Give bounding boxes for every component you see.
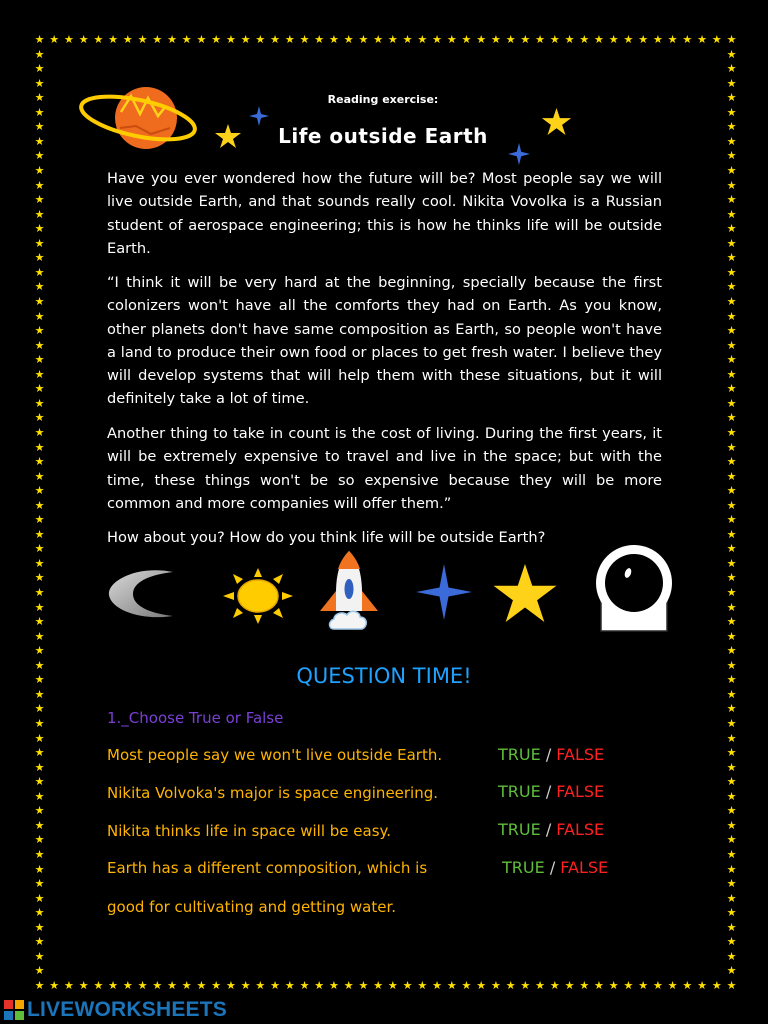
border-star-icon: ★ xyxy=(34,949,45,963)
border-star-icon: ★ xyxy=(314,979,325,992)
border-star-icon: ★ xyxy=(726,76,737,90)
border-star-icon: ★ xyxy=(726,527,737,541)
border-star-icon: ★ xyxy=(181,33,192,46)
border-star-icon: ★ xyxy=(726,484,737,498)
border-star-icon: ★ xyxy=(726,91,737,105)
border-star-icon: ★ xyxy=(726,163,737,177)
border-star-icon: ★ xyxy=(181,979,192,992)
border-star-icon: ★ xyxy=(196,33,207,46)
border-star-icon: ★ xyxy=(34,193,45,207)
border-star-icon: ★ xyxy=(108,979,119,992)
border-star-icon: ★ xyxy=(652,33,663,46)
border-star-icon: ★ xyxy=(34,33,45,46)
border-star-icon: ★ xyxy=(726,964,737,978)
border-star-icon: ★ xyxy=(34,353,45,367)
border-star-icon: ★ xyxy=(34,265,45,279)
border-star-icon: ★ xyxy=(34,906,45,920)
question-statement: Nikita Volvoka's major is space engineering. xyxy=(107,784,439,802)
border-star-icon: ★ xyxy=(446,33,457,46)
border-star-icon: ★ xyxy=(535,33,546,46)
border-star-icon: ★ xyxy=(726,789,737,803)
border-star-icon: ★ xyxy=(343,979,354,992)
border-star-icon: ★ xyxy=(726,731,737,745)
border-star-icon: ★ xyxy=(329,33,339,46)
border-star-icon: ★ xyxy=(726,149,737,163)
border-star-icon: ★ xyxy=(387,979,398,992)
border-star-icon: ★ xyxy=(726,687,737,701)
border-star-icon: ★ xyxy=(461,979,472,992)
question-instruction: 1._Choose True or False xyxy=(107,709,284,727)
border-star-icon: ★ xyxy=(726,571,737,585)
border-star-icon: ★ xyxy=(34,513,45,527)
border-star-icon: ★ xyxy=(726,818,737,832)
border-star-icon: ★ xyxy=(726,120,737,134)
border-star-icon: ★ xyxy=(34,760,45,774)
sun-icon xyxy=(223,568,293,624)
question-statement: Nikita thinks life in space will be easy. xyxy=(107,822,392,840)
question-heading: QUESTION TIME! xyxy=(296,664,472,688)
border-star-icon: ★ xyxy=(373,979,384,992)
border-star-icon: ★ xyxy=(726,804,737,818)
border-star-icon: ★ xyxy=(461,33,472,46)
moon-icon xyxy=(107,569,177,619)
border-star-icon: ★ xyxy=(697,33,707,46)
border-star-icon: ★ xyxy=(34,484,45,498)
border-star-icon: ★ xyxy=(211,979,222,992)
border-star-icon: ★ xyxy=(726,193,737,207)
border-star-icon: ★ xyxy=(64,979,74,992)
border-star-icon: ★ xyxy=(726,746,737,760)
border-star-icon: ★ xyxy=(549,979,560,992)
border-star-icon: ★ xyxy=(726,848,737,861)
border-star-icon: ★ xyxy=(34,717,45,731)
border-star-icon: ★ xyxy=(726,862,737,876)
border-star-icon: ★ xyxy=(93,33,104,46)
border-star-icon: ★ xyxy=(432,979,442,992)
border-star-icon: ★ xyxy=(476,979,487,992)
border-star-icon: ★ xyxy=(34,222,45,236)
border-star-icon: ★ xyxy=(726,280,737,294)
border-star-icon: ★ xyxy=(34,731,45,745)
border-star-icon: ★ xyxy=(34,542,45,556)
border-star-icon: ★ xyxy=(726,775,737,789)
border-star-icon: ★ xyxy=(34,163,45,177)
border-star-icon: ★ xyxy=(726,717,737,731)
reading-paragraph: “I think it will be very hard at the beginning, specially because the first colonizers won't have all the comforts they had on Earth. As you know, other planets don't have same composition as Earth, so people won't have a land to produce their own food or places to get fresh water. I believe they will develop systems that will help them with these situations, but it will definitely take a lot of time. xyxy=(107,274,662,408)
choice-separator: / xyxy=(545,782,552,801)
border-star-icon: ★ xyxy=(64,33,74,46)
border-star-icon: ★ xyxy=(726,62,737,76)
border-star-icon: ★ xyxy=(726,877,737,891)
border-star-icon: ★ xyxy=(726,760,737,774)
border-star-icon: ★ xyxy=(34,673,45,687)
border-star-icon: ★ xyxy=(34,367,45,381)
border-star-icon: ★ xyxy=(34,91,45,105)
border-star-icon: ★ xyxy=(726,513,737,527)
border-star-icon: ★ xyxy=(34,877,45,891)
border-star-icon: ★ xyxy=(34,615,45,629)
border-star-icon: ★ xyxy=(93,979,104,992)
border-star-icon: ★ xyxy=(34,586,45,600)
reading-paragraph: Another thing to take in count is the cost of living. During the first years, it will be extremely expensive to travel and live in the space; but with the time, these things won't be so expensive because they will be more common and more companies will offer them.” xyxy=(107,425,662,512)
border-star-icon: ★ xyxy=(34,498,45,512)
border-star-icon: ★ xyxy=(549,33,560,46)
border-star-icon: ★ xyxy=(711,979,722,992)
choice-separator: / xyxy=(545,745,552,764)
border-star-icon: ★ xyxy=(34,964,45,978)
border-star-icon: ★ xyxy=(594,979,604,992)
border-star-icon: ★ xyxy=(417,33,428,46)
border-star-icon: ★ xyxy=(726,251,737,265)
planet-icon xyxy=(76,84,201,152)
border-star-icon: ★ xyxy=(520,33,531,46)
border-star-icon: ★ xyxy=(34,455,45,469)
border-star-icon: ★ xyxy=(726,586,737,600)
true-option[interactable]: TRUE xyxy=(498,745,541,764)
brand-logo[interactable] xyxy=(4,998,227,1022)
border-star-icon: ★ xyxy=(726,47,737,61)
border-star-icon: ★ xyxy=(726,979,737,992)
border-star-icon: ★ xyxy=(726,469,737,483)
border-star-icon: ★ xyxy=(34,207,45,221)
border-star-icon: ★ xyxy=(608,33,619,46)
border-star-icon: ★ xyxy=(726,294,737,308)
border-star-icon: ★ xyxy=(34,309,45,323)
border-star-icon: ★ xyxy=(34,527,45,541)
border-star-icon: ★ xyxy=(667,979,678,992)
border-star-icon: ★ xyxy=(314,33,325,46)
border-star-icon: ★ xyxy=(726,338,737,352)
border-star-icon: ★ xyxy=(108,33,119,46)
brand-logo-icon xyxy=(4,1000,24,1020)
border-star-icon: ★ xyxy=(726,236,737,250)
border-star-icon: ★ xyxy=(623,33,634,46)
false-option[interactable]: FALSE xyxy=(560,858,609,877)
border-star-icon: ★ xyxy=(284,979,295,992)
border-star-icon: ★ xyxy=(196,979,207,992)
border-star-icon: ★ xyxy=(225,33,236,46)
border-star-icon: ★ xyxy=(623,979,634,992)
border-star-icon: ★ xyxy=(726,556,737,570)
border-star-icon: ★ xyxy=(402,33,413,46)
border-star-icon: ★ xyxy=(137,33,148,46)
border-star-icon: ★ xyxy=(490,979,501,992)
border-star-icon: ★ xyxy=(34,775,45,789)
border-star-icon: ★ xyxy=(726,353,737,367)
border-star-icon: ★ xyxy=(240,979,251,992)
border-star-icon: ★ xyxy=(682,33,693,46)
question-statement: Earth has a different composition, which is xyxy=(107,859,428,877)
border-star-icon: ★ xyxy=(697,979,707,992)
border-star-icon: ★ xyxy=(34,294,45,308)
border-star-icon: ★ xyxy=(682,979,693,992)
border-star-icon: ★ xyxy=(726,382,737,396)
border-star-icon: ★ xyxy=(34,76,45,90)
border-star-icon: ★ xyxy=(211,33,222,46)
border-star-icon: ★ xyxy=(726,906,737,920)
border-star-icon: ★ xyxy=(726,455,737,469)
border-star-icon: ★ xyxy=(726,425,737,439)
star-icon xyxy=(493,564,557,622)
true-option[interactable]: TRUE xyxy=(498,820,541,839)
border-star-icon: ★ xyxy=(167,979,177,992)
border-star-icon: ★ xyxy=(122,33,133,46)
border-star-icon: ★ xyxy=(726,920,737,934)
border-star-icon: ★ xyxy=(299,33,310,46)
border-star-icon: ★ xyxy=(34,804,45,818)
star-icon xyxy=(541,108,572,135)
border-star-icon: ★ xyxy=(329,979,339,992)
border-star-icon: ★ xyxy=(726,673,737,687)
border-star-icon: ★ xyxy=(446,979,457,992)
border-star-icon: ★ xyxy=(34,818,45,832)
border-star-icon: ★ xyxy=(34,440,45,454)
border-star-icon: ★ xyxy=(726,440,737,454)
border-star-icon: ★ xyxy=(78,33,89,46)
border-star-icon: ★ xyxy=(34,280,45,294)
border-star-icon: ★ xyxy=(34,833,45,847)
reading-paragraph: Have you ever wondered how the future will be? Most people say we will live outside Earth, and that sounds really cool. Nikita Vovolka is a Russian student of aerospace engineering; this is how he thinks life will be outside Earth. xyxy=(107,170,662,257)
border-star-icon: ★ xyxy=(726,542,737,556)
border-star-icon: ★ xyxy=(387,33,398,46)
border-star-icon: ★ xyxy=(34,848,45,861)
border-star-icon: ★ xyxy=(594,33,604,46)
border-star-icon: ★ xyxy=(726,411,737,425)
true-option[interactable]: TRUE xyxy=(498,782,541,801)
border-star-icon: ★ xyxy=(34,47,45,61)
border-star-icon: ★ xyxy=(34,920,45,934)
border-star-icon: ★ xyxy=(137,979,148,992)
border-star-icon: ★ xyxy=(34,789,45,803)
border-star-icon: ★ xyxy=(152,979,163,992)
border-star-icon: ★ xyxy=(535,979,546,992)
border-star-icon: ★ xyxy=(34,702,45,716)
sparkle-icon xyxy=(416,564,472,620)
true-false-choice[interactable] xyxy=(498,820,604,839)
border-star-icon: ★ xyxy=(432,33,442,46)
border-star-icon: ★ xyxy=(373,33,384,46)
border-star-icon: ★ xyxy=(726,891,737,905)
border-star-icon: ★ xyxy=(255,33,266,46)
border-star-icon: ★ xyxy=(34,644,45,658)
border-star-icon: ★ xyxy=(726,644,737,658)
border-star-icon: ★ xyxy=(726,309,737,323)
border-star-icon: ★ xyxy=(358,979,369,992)
border-star-icon: ★ xyxy=(726,222,737,236)
border-star-icon: ★ xyxy=(34,571,45,585)
false-option[interactable]: FALSE xyxy=(556,745,605,764)
border-star-icon: ★ xyxy=(726,396,737,410)
border-star-icon: ★ xyxy=(270,979,280,992)
border-star-icon: ★ xyxy=(152,33,163,46)
border-star-icon: ★ xyxy=(505,33,516,46)
border-star-icon: ★ xyxy=(34,979,45,992)
border-star-icon: ★ xyxy=(726,33,737,46)
border-star-icon: ★ xyxy=(34,935,45,949)
border-star-icon: ★ xyxy=(34,687,45,701)
border-star-icon: ★ xyxy=(638,33,649,46)
border-star-icon: ★ xyxy=(34,134,45,148)
border-star-icon: ★ xyxy=(564,33,575,46)
false-option[interactable]: FALSE xyxy=(556,782,605,801)
border-star-icon: ★ xyxy=(520,979,531,992)
border-star-icon: ★ xyxy=(726,833,737,847)
border-star-icon: ★ xyxy=(638,979,649,992)
border-star-icon: ★ xyxy=(225,979,236,992)
border-star-icon: ★ xyxy=(476,33,487,46)
border-star-icon: ★ xyxy=(402,979,413,992)
border-star-icon: ★ xyxy=(667,33,678,46)
border-star-icon: ★ xyxy=(579,979,590,992)
border-star-icon: ★ xyxy=(240,33,251,46)
border-star-icon: ★ xyxy=(34,469,45,483)
choice-separator: / xyxy=(545,820,552,839)
true-false-choice[interactable] xyxy=(498,745,604,764)
border-star-icon: ★ xyxy=(711,33,722,46)
border-star-icon: ★ xyxy=(417,979,428,992)
border-star-icon: ★ xyxy=(726,178,737,192)
border-star-icon: ★ xyxy=(255,979,266,992)
border-star-icon: ★ xyxy=(34,178,45,192)
false-option[interactable]: FALSE xyxy=(556,820,605,839)
border-star-icon: ★ xyxy=(343,33,354,46)
border-star-icon: ★ xyxy=(726,935,737,949)
reading-paragraph: How about you? How do you think life will be outside Earth? xyxy=(107,529,546,546)
border-star-icon: ★ xyxy=(726,324,737,338)
exercise-subtitle: Reading exercise: xyxy=(327,93,439,106)
border-star-icon: ★ xyxy=(505,979,516,992)
border-star-icon: ★ xyxy=(34,324,45,338)
border-star-icon: ★ xyxy=(78,979,89,992)
border-star-icon: ★ xyxy=(284,33,295,46)
border-star-icon: ★ xyxy=(34,105,45,119)
border-star-icon: ★ xyxy=(270,33,280,46)
border-star-icon: ★ xyxy=(34,62,45,76)
sparkle-icon xyxy=(249,106,269,126)
border-star-icon: ★ xyxy=(608,979,619,992)
border-star-icon: ★ xyxy=(579,33,590,46)
border-star-icon: ★ xyxy=(726,498,737,512)
border-star-icon: ★ xyxy=(490,33,501,46)
border-star-icon: ★ xyxy=(34,556,45,570)
question-statement: Most people say we won't live outside Earth. xyxy=(107,746,443,764)
border-star-icon: ★ xyxy=(564,979,575,992)
true-false-choice[interactable] xyxy=(502,858,608,877)
true-option[interactable]: TRUE xyxy=(502,858,545,877)
border-star-icon: ★ xyxy=(34,120,45,134)
border-star-icon: ★ xyxy=(34,629,45,643)
border-star-icon: ★ xyxy=(34,425,45,439)
choice-separator: / xyxy=(549,858,556,877)
border-star-icon: ★ xyxy=(726,265,737,279)
border-star-icon: ★ xyxy=(34,236,45,250)
border-star-icon: ★ xyxy=(34,251,45,265)
border-star-icon: ★ xyxy=(726,105,737,119)
border-star-icon: ★ xyxy=(726,629,737,643)
border-star-icon: ★ xyxy=(358,33,369,46)
border-star-icon: ★ xyxy=(49,33,60,46)
star-icon xyxy=(215,124,241,148)
border-star-icon: ★ xyxy=(726,658,737,672)
border-star-icon: ★ xyxy=(652,979,663,992)
border-star-icon: ★ xyxy=(726,702,737,716)
border-star-icon: ★ xyxy=(167,33,177,46)
border-star-icon: ★ xyxy=(726,949,737,963)
border-star-icon: ★ xyxy=(34,382,45,396)
astronaut-helmet-icon xyxy=(594,543,676,635)
border-star-icon: ★ xyxy=(34,411,45,425)
border-star-icon: ★ xyxy=(49,979,60,992)
question-statement-continuation: good for cultivating and getting water. xyxy=(107,898,397,916)
border-star-icon: ★ xyxy=(122,979,133,992)
border-star-icon: ★ xyxy=(726,615,737,629)
border-star-icon: ★ xyxy=(34,338,45,352)
border-star-icon: ★ xyxy=(34,396,45,410)
border-star-icon: ★ xyxy=(299,979,310,992)
rocket-icon xyxy=(314,549,384,637)
border-star-icon: ★ xyxy=(726,207,737,221)
brand-name: LIVEWORKSHEETS xyxy=(27,998,227,1021)
border-star-icon: ★ xyxy=(726,134,737,148)
border-star-icon: ★ xyxy=(726,600,737,614)
true-false-choice[interactable] xyxy=(498,782,604,801)
border-star-icon: ★ xyxy=(726,367,737,381)
border-star-icon: ★ xyxy=(34,746,45,760)
border-star-icon: ★ xyxy=(34,862,45,876)
page-title: Life outside Earth xyxy=(278,124,488,148)
border-star-icon: ★ xyxy=(34,600,45,614)
border-star-icon: ★ xyxy=(34,891,45,905)
border-star-icon: ★ xyxy=(34,149,45,163)
border-star-icon: ★ xyxy=(34,658,45,672)
